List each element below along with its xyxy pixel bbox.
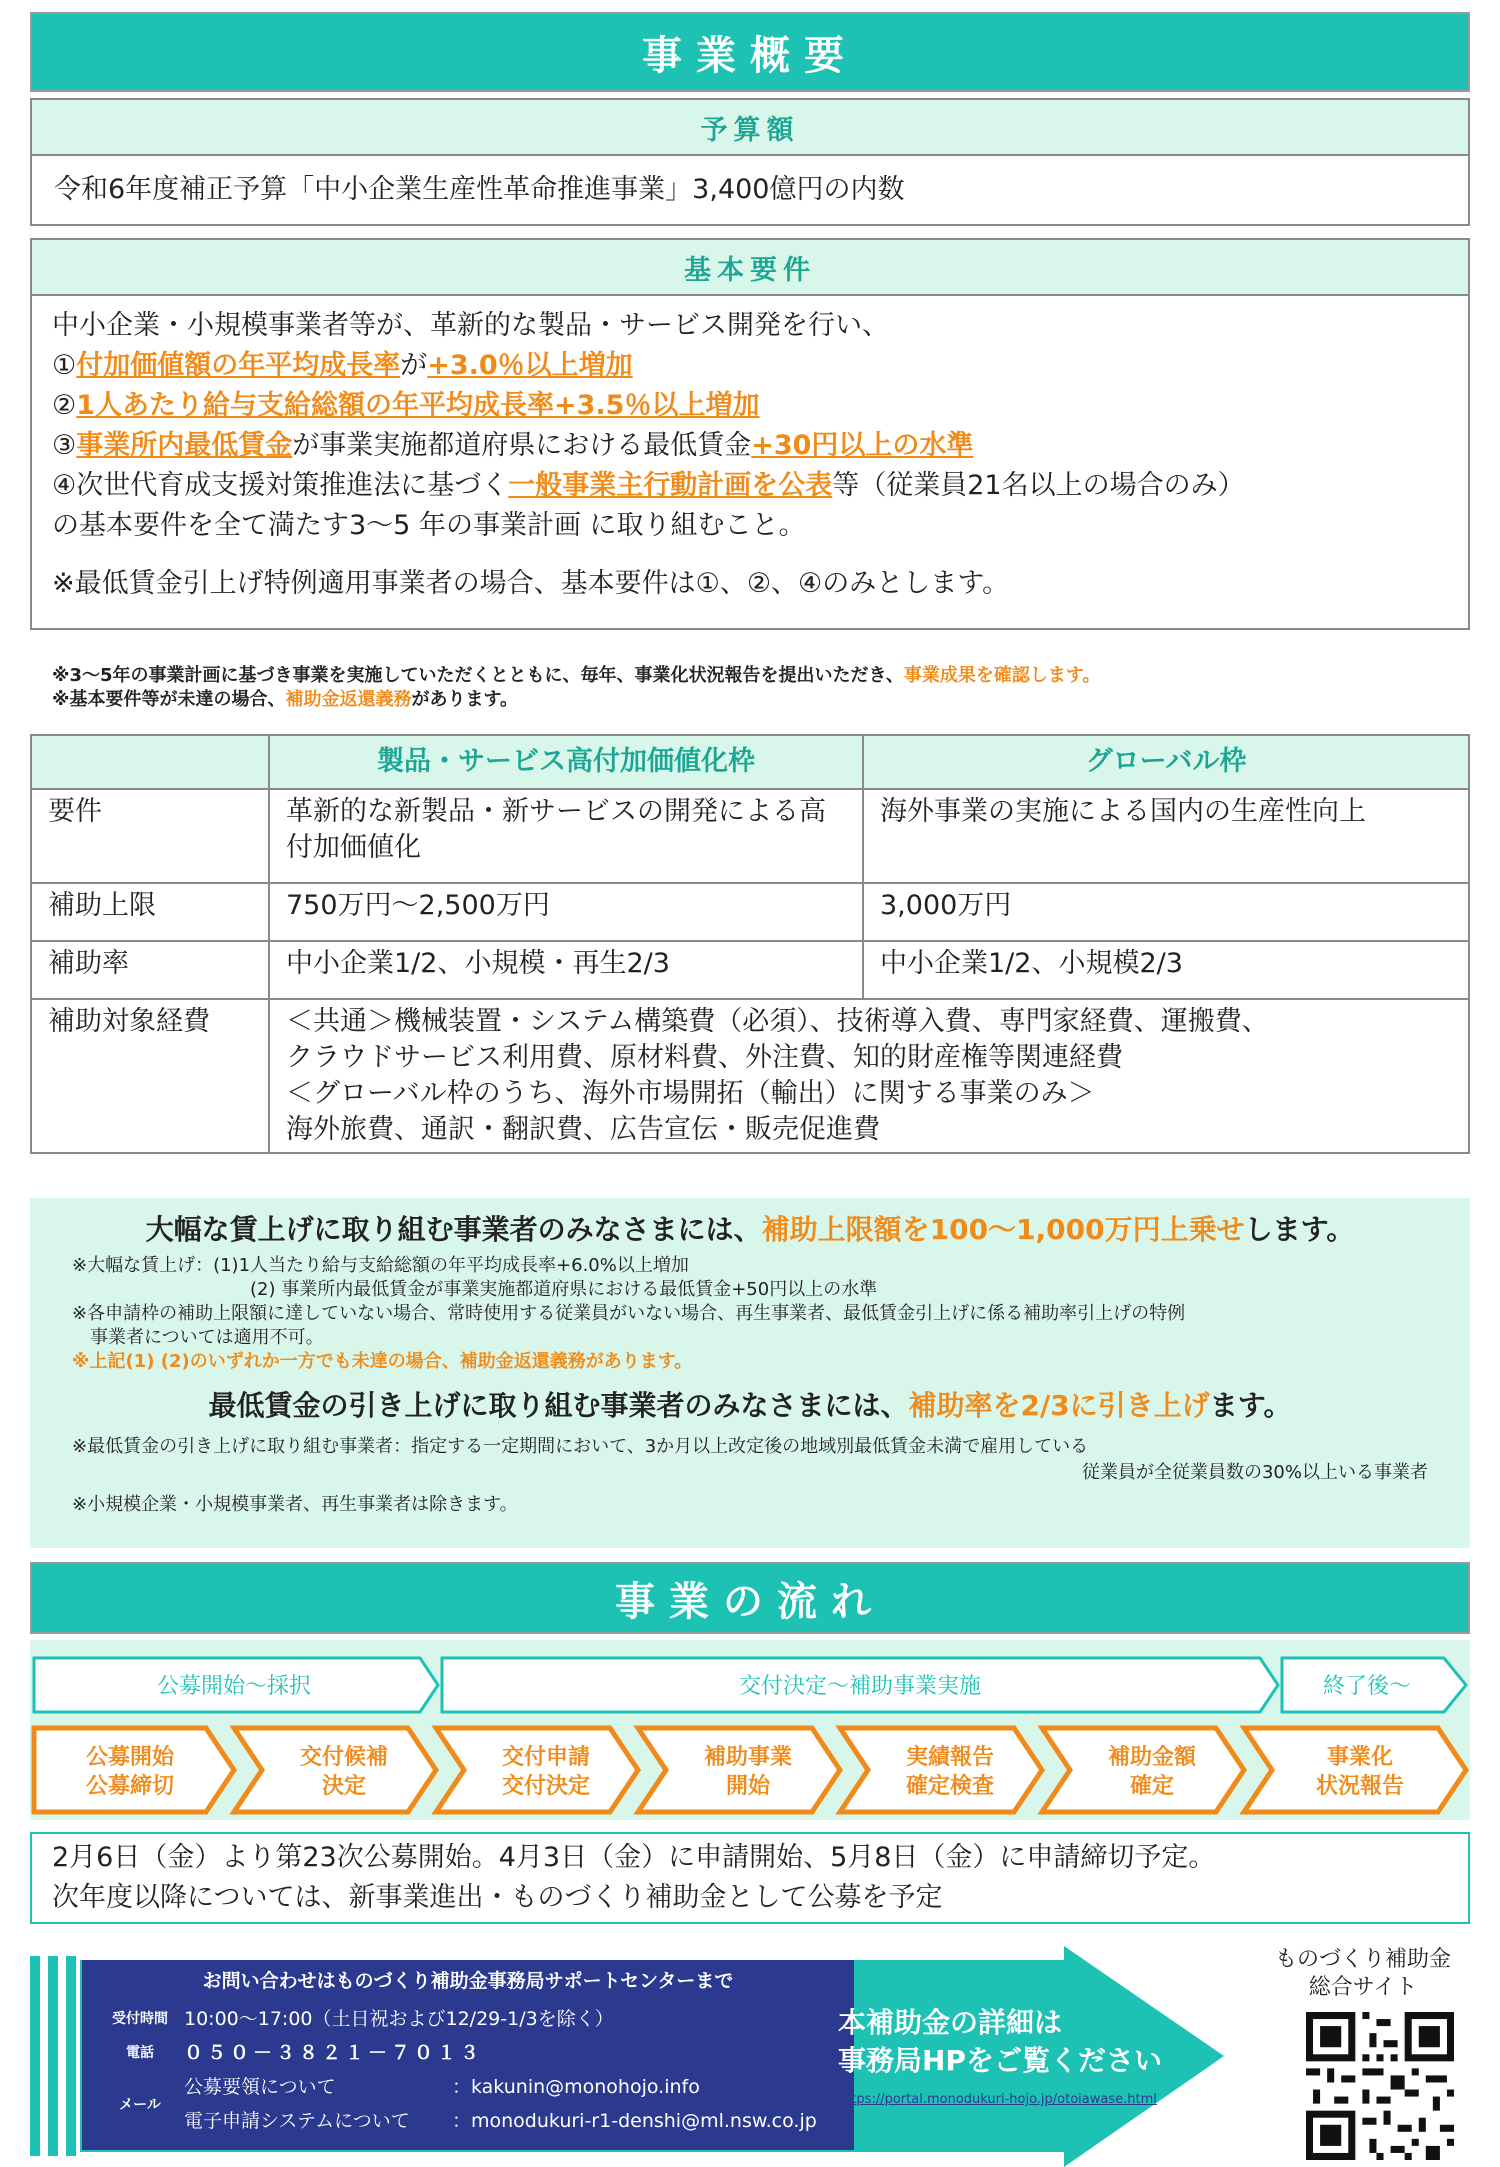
- step-label: 公募開始: [85, 1745, 175, 1770]
- flow-svg: [30, 1640, 1470, 1820]
- minwage-note: ※小規模企業・小規模事業者、再生事業者は除きます。: [72, 1494, 518, 1515]
- arrow-line-2: 事務局HPをご覧ください: [838, 2044, 1162, 2077]
- cell-value: 革新的な新製品・新サービスの開発による高付加価値化: [269, 789, 863, 883]
- cell-value: 750万円～2,500万円: [269, 883, 863, 941]
- table-row: [31, 999, 1469, 1153]
- budget-heading: 予算額: [32, 100, 1468, 156]
- arrow-line-1: 本補助金の詳細は: [838, 2006, 1063, 2039]
- step-label: 確定: [1129, 1774, 1175, 1799]
- step-chevron: [234, 1728, 436, 1812]
- row-label: 要件: [31, 789, 269, 883]
- qr-finder-top-right: [1405, 2012, 1454, 2061]
- site-caption: [1258, 1946, 1468, 2002]
- note-2-em: 補助金返還義務: [285, 689, 412, 710]
- page-title: 事業概要: [30, 12, 1470, 92]
- budget-section: [30, 98, 1470, 226]
- table-row: [31, 941, 1469, 999]
- wage-note: (2) 事業所内最低賃金が事業実施都道府県における最低賃金+50円以上の水準: [250, 1279, 878, 1300]
- req4-em: 一般事業主行動計画を公表: [508, 470, 833, 501]
- qr-finder-bottom-left: [1306, 2111, 1355, 2160]
- requirement-3: [52, 426, 1448, 466]
- req3-em: 事業所内最低賃金: [76, 430, 293, 461]
- wage-note: ※大幅な賃上げ：(1)1人当たり給与支給総額の年平均成長率+6.0%以上増加: [72, 1255, 689, 1276]
- req4-suffix: 等（従業員21名以上の場合のみ）: [832, 470, 1245, 501]
- step-label: 補助事業: [703, 1745, 793, 1770]
- cell-value: 海外事業の実施による国内の生産性向上: [863, 789, 1469, 883]
- minwage-headline: [52, 1386, 1448, 1426]
- arrow-text: [838, 2004, 1162, 2080]
- contact-title: お問い合わせはものづくり補助金事務局サポートセンターまで: [202, 1970, 734, 1992]
- wage-note: 事業者については適用不可。: [90, 1327, 324, 1348]
- phase-label: 終了後～: [1322, 1674, 1412, 1699]
- requirement-1: [52, 346, 1448, 386]
- step-label: 交付決定: [501, 1774, 591, 1799]
- expense-line: ＜グローバル枠のうち、海外市場開拓（輸出）に関する事業のみ＞: [286, 1078, 1095, 1109]
- requirement-2: [52, 386, 1448, 426]
- note-1-em: 事業成果を確認します。: [903, 665, 1101, 686]
- req3-mid: が事業実施都道府県における最低賃金: [292, 430, 752, 461]
- expense-line: 海外旅費、通訳・翻訳費、広告宣伝・販売促進費: [286, 1114, 880, 1145]
- hours-text: 10:00～17:00（土日祝および12/29-1/3を除く）: [184, 2008, 614, 2030]
- req1-prefix: ①: [52, 350, 77, 381]
- expense-line: クラウドサービス利用費、原材料費、外注費、知的財産権等関連経費: [286, 1042, 1123, 1073]
- step-label: 交付申請: [501, 1745, 591, 1770]
- step-chevron: [436, 1728, 638, 1812]
- table-row: [31, 789, 1469, 883]
- col-header-value-added: 製品・サービス高付加価値化枠: [269, 735, 863, 789]
- site-line-1: ものづくり補助金: [1274, 1947, 1451, 1972]
- minwage-headline-em: 補助率を2/3に引き上げ: [908, 1389, 1210, 1422]
- cell-value: 中小企業1/2、小規模・再生2/3: [269, 941, 863, 999]
- cell-value: 3,000万円: [863, 883, 1469, 941]
- row-label: 補助対象経費: [31, 999, 269, 1153]
- phone-label: 電話: [126, 2045, 154, 2061]
- minwage-headline-text: 最低賃金の引き上げに取り組む事業者のみなさまには、: [208, 1389, 909, 1422]
- step-label: 事業化: [1326, 1745, 1394, 1770]
- requirements-note: ※最低賃金引上げ特例適用事業者の場合、基本要件は①、②、④のみとします。: [52, 568, 1010, 599]
- req3-prefix: ③: [52, 430, 77, 461]
- req2-em: 1人あたり給与支給総額の年平均成長率+3.5％以上増加: [76, 390, 760, 421]
- phone-number[interactable]: ０５０－３８２１－７０１３: [184, 2042, 484, 2064]
- qr-code-icon[interactable]: [1306, 2012, 1454, 2160]
- stripe: [48, 1956, 58, 2156]
- requirements-intro: 中小企業・小規模事業者等が、革新的な製品・サービス開発を行い、: [52, 310, 889, 341]
- wage-warning: ※上記(1) (2)のいずれか一方でも未達の場合、補助金返還義務があります。: [72, 1351, 693, 1372]
- step-label: 確定検査: [905, 1774, 995, 1799]
- expense-line: ＜共通＞機械装置・システム構築費（必須）、技術導入費、専門家経費、運搬費、: [286, 1006, 1269, 1037]
- req4-prefix: ④次世代育成支援対策推進法に基づく: [52, 470, 509, 501]
- minwage-note: 従業員が全従業員数の30%以上いる事業者: [1081, 1462, 1428, 1483]
- stripe: [66, 1956, 76, 2156]
- note-line-1: [52, 664, 1472, 688]
- step-label: 公募締切: [85, 1774, 175, 1799]
- flow-diagram: [30, 1640, 1470, 1820]
- special-box: [30, 1198, 1470, 1548]
- req1-mid: が: [400, 350, 428, 381]
- cell-value: 中小企業1/2、小規模2/3: [863, 941, 1469, 999]
- step-chevron: [1042, 1728, 1244, 1812]
- stripe: [30, 1956, 40, 2156]
- requirements-closing: の基本要件を全て満たす3～5 年の事業計画 に取り組むこと。: [52, 510, 806, 541]
- req1-em2: +3.0％以上増加: [427, 350, 633, 381]
- expense-cell: [269, 999, 1469, 1153]
- budget-text: 令和6年度補正予算「中小企業生産性革命推進事業」3,400億円の内数: [54, 174, 905, 205]
- step-label: 決定: [321, 1774, 367, 1799]
- req3-em2: +30円以上の水準: [751, 430, 974, 461]
- wage-headline-text: 大幅な賃上げに取り組む事業者のみなさまには、: [145, 1213, 762, 1246]
- req1-em: 付加価値額の年平均成長率: [76, 350, 401, 381]
- phase-label: 公募開始～採択: [156, 1674, 312, 1699]
- requirements-heading: 基本要件: [32, 240, 1468, 296]
- mail1-label: 公募要領について: [184, 2076, 336, 2098]
- minwage-headline-suffix: ます。: [1209, 1389, 1292, 1422]
- row-label: 補助率: [31, 941, 269, 999]
- site-line-2: 総合サイト: [1308, 1975, 1418, 2000]
- contact-footer: [30, 1946, 1470, 2167]
- step-label: 交付候補: [299, 1745, 389, 1770]
- minwage-note: ※最低賃金の引き上げに取り組む事業者：指定する一定期間において、3か月以上改定後の地域別最低賃金未満で雇用している: [72, 1436, 1089, 1457]
- table-row: [31, 883, 1469, 941]
- plan-notes: [52, 664, 1472, 712]
- note-1-text: ※3～5年の事業計画に基づき事業を実施していただくとともに、毎年、事業化状況報告を提出いただき、: [52, 665, 904, 686]
- step-chevron: [1244, 1728, 1466, 1812]
- step-chevron: [638, 1728, 840, 1812]
- note-line-2: [52, 688, 1472, 712]
- wage-headline-em: 補助上限額を100～1,000万円上乗せ: [761, 1213, 1245, 1246]
- frame-table: [30, 734, 1470, 1154]
- portal-link[interactable]: https://portal.monodukuri-hojo.jp/otoiawase.html: [838, 2092, 1157, 2107]
- col-header-global: グローバル枠: [863, 735, 1469, 789]
- note-2-suffix: があります。: [411, 689, 519, 710]
- contact-panel: [82, 1960, 854, 2150]
- mail-label: メール: [119, 2097, 161, 2113]
- schedule-line: 次年度以降については、新事業進出・ものづくり補助金として公募を予定: [52, 1882, 943, 1913]
- table-corner: [31, 735, 269, 789]
- phase-label: 交付決定～補助事業実施: [738, 1674, 982, 1699]
- wage-headline-suffix: します。: [1244, 1213, 1355, 1246]
- step-label: 開始: [725, 1774, 771, 1799]
- mail1-address[interactable]: ：kakunin@monohojo.info: [452, 2076, 700, 2098]
- step-label: 補助金額: [1107, 1745, 1197, 1770]
- mail2-address[interactable]: ：monodukuri-r1-denshi@ml.nsw.co.jp: [452, 2110, 817, 2132]
- step-label: 状況報告: [1315, 1774, 1405, 1799]
- schedule-line: 2月6日（金）より第23次公募開始。4月3日（金）に申請開始、5月8日（金）に申請締切予定。: [52, 1842, 1216, 1873]
- flow-title: 事業の流れ: [30, 1562, 1470, 1634]
- row-label: 補助上限: [31, 883, 269, 941]
- req2-prefix: ②: [52, 390, 77, 421]
- requirement-4: [52, 466, 1448, 506]
- step-chevron: [840, 1728, 1042, 1812]
- wage-headline: [52, 1210, 1448, 1250]
- step-label: 実績報告: [905, 1745, 995, 1770]
- qr-finder-top-left: [1306, 2012, 1355, 2061]
- wage-note: ※各申請枠の補助上限額に達していない場合、常時使用する従業員がいない場合、再生事業者、最低賃金引上げに係る補助率引上げの特例: [72, 1303, 1186, 1324]
- mail2-label: 電子申請システムについて: [184, 2110, 410, 2132]
- requirements-section: [30, 238, 1470, 630]
- step-chevron: [34, 1728, 234, 1812]
- note-2-text: ※基本要件等が未達の場合、: [52, 689, 286, 710]
- hours-label: 受付時間: [112, 2011, 168, 2027]
- schedule-box: [30, 1832, 1470, 1924]
